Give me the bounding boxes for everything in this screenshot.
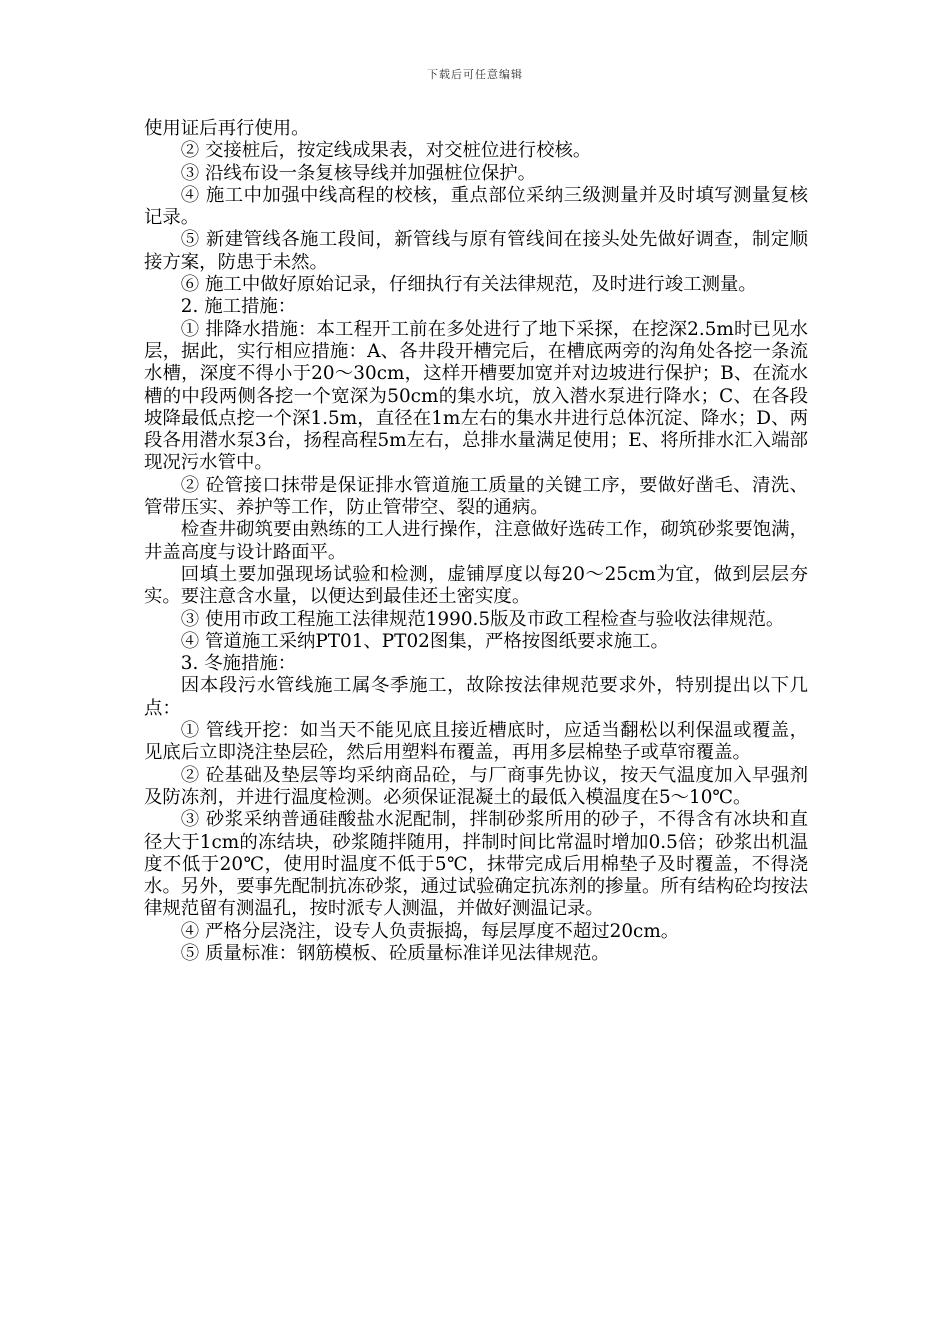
paragraph-item-6: ⑥ 施工中做好原始记录，仔细执行有关法律规范，及时进行竣工测量。 (180, 274, 757, 296)
document-body (144, 118, 808, 965)
paragraph-dewatering: ① 排降水措施：本工程开工前在多处进行了地下采探，在挖深2.5m时已见水层，据此，实行相应措施：A、各井段开槽完后，在槽底两旁的沟角处各挖一条流水槽，深度不得小于20～30cm，这样开槽要加宽并对边坡进行保护；B、在流水槽的中段两侧各挖一个宽深为50cm的集水坑，放入潜水泵进行降水；C、在各段坡降最低点挖一个深1.5m，直径在1m左右的集水井进行总体沉淀、降水；D、两段各用潜水泵3台，扬程高程5m左右，总排水量满足使用；E、将所排水汇入端部现况污水管中。 (144, 318, 808, 474)
paragraph-excavation: ① 管线开挖：如当天不能见底且接近槽底时，应适当翻松以利保温或覆盖，见底后立即浇注垫层砼，然后用塑料布覆盖，再用多层棉垫子或草帘覆盖。 (144, 720, 808, 764)
paragraph-manhole: 检查井砌筑要由熟练的工人进行操作，注意做好选砖工作，砌筑砂浆要饱满，井盖高度与设计路面平。 (144, 519, 808, 563)
section-heading-construction-measures: 2. 施工措施： (180, 296, 297, 318)
paragraph-pipe-joint: ② 砼管接口抹带是保证排水管道施工质量的关键工序，要做好凿毛、清洗、管带压实、养护等工作，防止管带空、裂的通病。 (144, 474, 808, 519)
paragraph-winter-intro: 因本段污水管线施工属冬季施工，故除按法律规范要求外，特别提出以下几点： (144, 675, 808, 719)
paragraph-mortar: ③ 砂浆采纳普通硅酸盐水泥配制，拌制砂浆所用的砂子，不得含有冰块和直径大于1cm的冻结块，砂浆随拌随用，拌制时间比常温时增加0.5倍；砂浆出机温度不低于20℃，使用时温度不低于5℃，抹带完成后用棉垫子及时覆盖，不得浇水。另外，要事先配制抗冻砂浆，通过试验确定抗冻剂的掺量。所有结构砼均按法律规范留有测温孔，按时派专人测温，并做好测温记录。 (144, 809, 808, 920)
paragraph-item-5: ⑤ 新建管线各施工段间，新管线与原有管线间在接头处先做好调查，制定顺接方案，防患于未然。 (144, 229, 808, 273)
paragraph-drawings: ④ 管道施工采纳PT01、PT02图集，严格按图纸要求施工。 (180, 630, 669, 652)
paragraph-backfill: 回填土要加强现场试验和检测，虚铺厚度以每20～25cm为宜，做到层层夯实。要注意含水量，以便达到最佳还土密实度。 (144, 563, 808, 608)
page-header: 下载后可任意编辑 (427, 68, 523, 81)
paragraph-item-3: ③ 沿线布设一条复核导线并加强桩位保护。 (180, 162, 537, 184)
paragraph-standards: ③ 使用市政工程施工法律规范1990.5版及市政工程检查与验收法律规范。 (180, 608, 785, 630)
paragraph-concrete: ② 砼基础及垫层等均采纳商品砼，与厂商事先协议，按天气温度加入早强剂及防冻剂，并进行温度检测。必须保证混凝土的最低入模温度在5～10℃。 (144, 764, 808, 808)
paragraph-item-4: ④ 施工中加强中线高程的校核，重点部位采纳三级测量并及时填写测量复核记录。 (144, 184, 808, 229)
paragraph-continuation: 使用证后再行使用。 (144, 118, 310, 139)
paragraph-layered-pouring: ④ 严格分层浇注，设专人负责振捣，每层厚度不超过20cm。 (180, 920, 680, 942)
section-heading-winter-measures: 3. 冬施措施： (180, 653, 297, 675)
paragraph-item-2: ② 交接桩后，按定线成果表，对交桩位进行校核。 (180, 140, 592, 162)
paragraph-quality-standard: ⑤ 质量标准：钢筋模板、砼质量标准详见法律规范。 (180, 942, 610, 964)
